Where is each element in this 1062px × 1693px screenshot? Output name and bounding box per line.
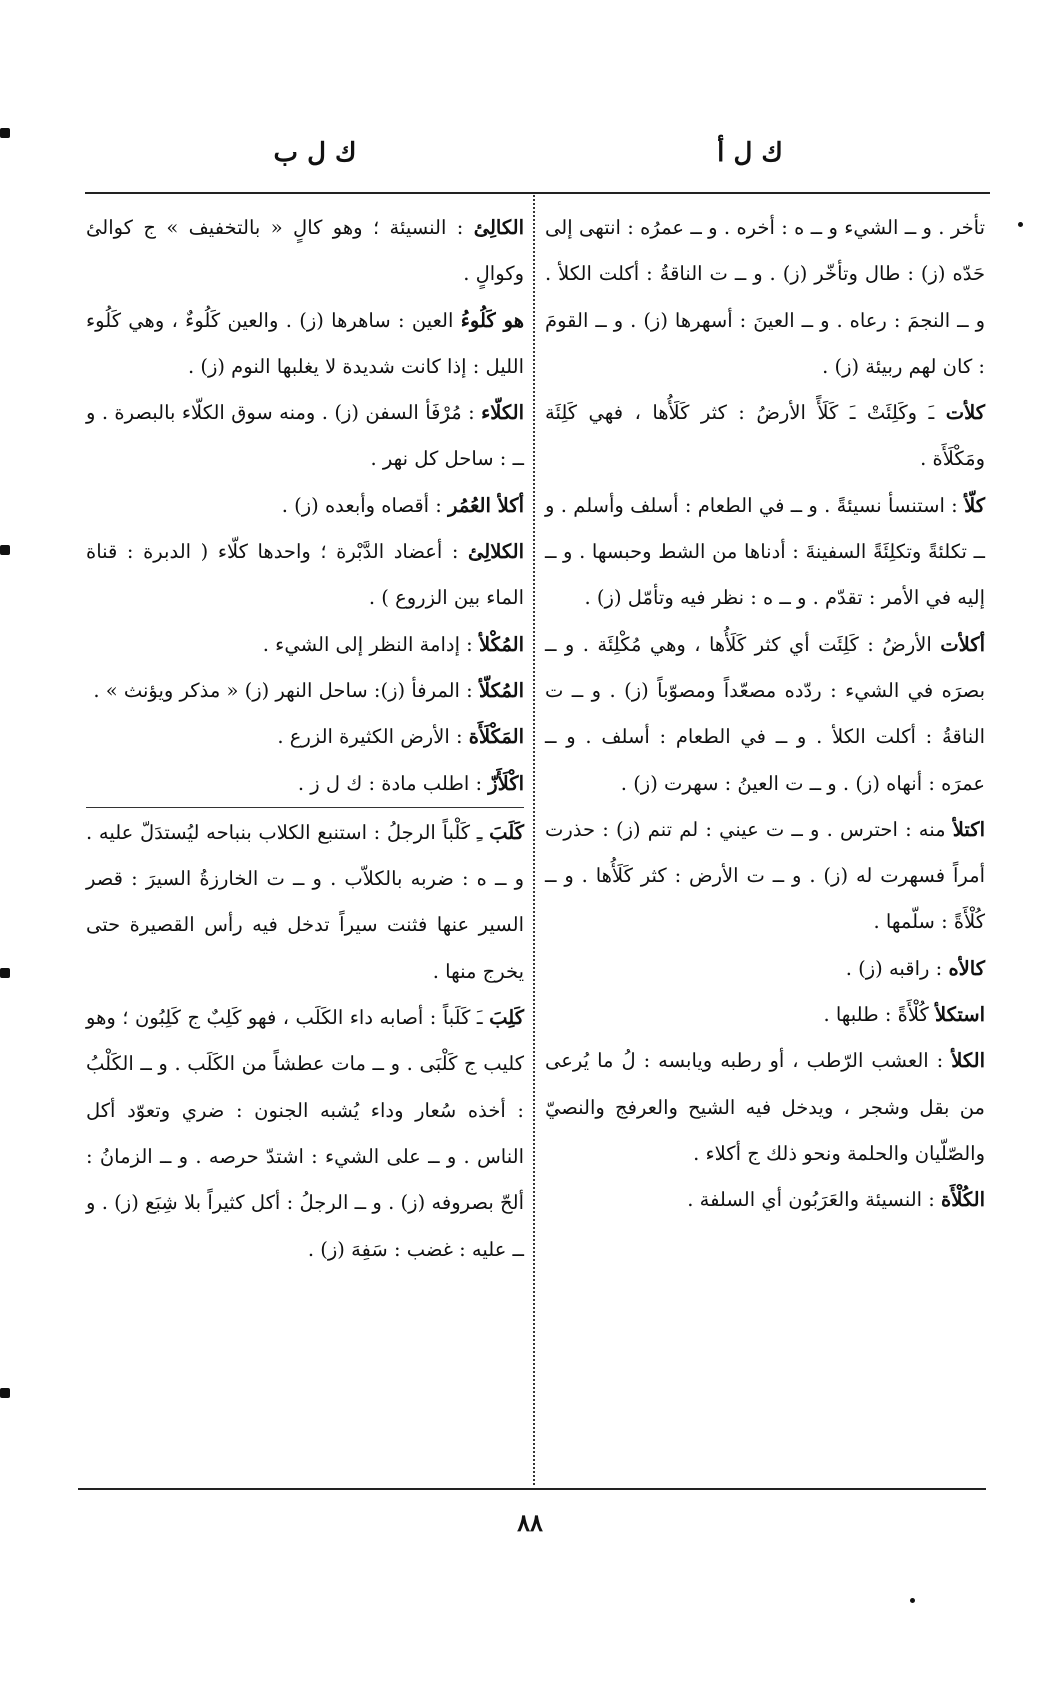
footer-rule <box>78 1488 986 1490</box>
column-divider <box>533 195 535 1485</box>
entry-headword: كلّأ <box>964 493 985 517</box>
entry-headword: المُكلّأ <box>478 678 524 702</box>
entry-definition: تأخر . و ــ الشيء و ــ ه : أخره . و ــ عمرُه : انتهى إلى حَدّه (ز) : طال وتأخّر (ز) . و ــ ت الناقةُ : أكلت الكلأ . و ــ النجمَ : رعاه . و ــ العينَ : أسهرها (ز) . و ــ القومَ : كان لهم ربيئة (ز) . <box>545 216 985 378</box>
entry-definition: : اطلب مادة : ك ل ز . <box>297 771 489 795</box>
dictionary-entry <box>545 205 985 390</box>
right-column <box>545 205 985 1224</box>
dictionary-entry <box>86 995 524 1273</box>
entry-definition: الأرضُ : كَلِئَت أي كثر كَلَأُها ، وهي مُكْلِئَة . و ــ بصرَه في الشيء : ردّده مصعّداً ومصوّباً (ز) . و ــ ت الناقةُ : أكلت الكلأ . و ــ في الطعام : أسلف . و ــ عمرَه : أنهاه (ز) . و ــ ت العينُ : سهرت (ز) . <box>545 632 985 795</box>
header-root-left: ك ل ب <box>273 138 357 168</box>
entry-definition: : أعضاد الدَّبْرة ؛ واحدها كلّاء ( الدبرة : قناة الماء بين الزروع ) . <box>86 540 524 610</box>
left-column <box>86 205 524 1273</box>
page-number: ٨٨ <box>517 1508 543 1537</box>
dictionary-entry <box>86 761 524 807</box>
entry-definition: منه : احترس . و ــ ت عيني : لم تنم (ز) : حذرت أمراً فسهرت له (ز) . و ــ ت الأرض : كثر كَلَأُها . و ــ كُلْأَةً : سلّمها . <box>545 817 985 934</box>
entry-headword: المَكْلَأَة <box>468 725 524 749</box>
entry-definition: : الأرض الكثيرة الزرع . <box>277 725 469 749</box>
entry-definition: : أقصاه وأبعده (ز) . <box>281 493 449 517</box>
entry-definition: كُلْأَةً : طلبها . <box>823 1003 935 1027</box>
dictionary-entry <box>545 622 985 807</box>
entry-definition: : المرفأ (ز): ساحل النهر (ز) « مذكر ويؤنث » . <box>93 678 479 702</box>
header-root-right: ك ل أ <box>717 138 783 168</box>
entry-headword: كالأه <box>948 956 985 980</box>
dictionary-entry <box>86 714 524 760</box>
entry-headword: الكالِئ <box>473 216 524 239</box>
dictionary-entry <box>86 390 524 483</box>
entry-headword: كَلِبَ <box>489 1006 524 1030</box>
dictionary-entry <box>545 483 985 622</box>
dictionary-entry <box>86 668 524 714</box>
dictionary-entry <box>86 807 524 995</box>
entry-definition: : راقبه (ز) . <box>845 956 949 980</box>
entry-headword: الكلّاء <box>481 401 524 425</box>
entry-headword: كلأت <box>945 401 985 425</box>
dictionary-entry <box>545 390 985 483</box>
scan-dot <box>910 1598 915 1603</box>
dictionary-entry <box>86 298 524 391</box>
entry-headword: كَلَبَ <box>489 820 524 844</box>
entry-definition: : النسيئة والعَرَبُون أي السلفة . <box>687 1188 942 1212</box>
dictionary-entry <box>86 622 524 668</box>
scan-mark <box>0 1388 10 1398</box>
entry-definition: : العشب الرّطب ، أو رطبه ويابسه : لُ ما يُرعى من بقل وشجر ، ويدخل فيه الشيح والعرفج والنصيّ والصّلّيان والحلمة ونحو ذلك ج أكلاء . <box>545 1049 985 1165</box>
dictionary-entry <box>545 992 985 1038</box>
dictionary-entry <box>86 205 524 298</box>
dictionary-entry <box>545 807 985 946</box>
header-rule <box>85 192 990 194</box>
entry-headword: اكتلأ <box>952 817 985 841</box>
dictionary-entry <box>545 1038 985 1177</box>
dictionary-entry <box>86 529 524 622</box>
entry-headword: هو كَلُوءُ <box>460 308 524 332</box>
entry-definition: العين : ساهرها (ز) . والعين كَلُوءٌ ، وهي كَلُوء الليل : إذا كانت شديدة لا يغلبها النوم (ز) . <box>86 308 524 378</box>
entry-headword: اكْلَأَزّ <box>488 771 524 795</box>
dictionary-entry <box>86 483 524 529</box>
entry-definition: : النسيئة ؛ وهو كالٍ « بالتخفيف » ج كوالئ وكوالٍ . <box>86 216 524 286</box>
scan-mark <box>0 968 10 978</box>
entry-headword: الكلأ <box>951 1049 985 1073</box>
dictionary-entry <box>545 1177 985 1223</box>
entry-definition: ـِ كَلْباً الرجلُ : استنبع الكلاب بنباحه ليُستدَلّ عليه . و ــ ه : ضربه بالكلاّب . و ــ ت الخارزةُ السيرَ : قصر السير عنها فثنت سيراً تدخل فيه رأس القصيرة حتى يخرج منها . <box>86 820 524 983</box>
entry-definition: : استنسأ نسيئةً . و ــ في الطعام : أسلف وأسلم . و ــ تكلئةً وتكلِئَةً السفينةَ : أدناها من الشط وحبسها . و ــ إليه في الأمر : تقدّم . و ــ ه : نظر فيه وتأمّل (ز) . <box>545 493 985 610</box>
entry-headword: أكلأ العُمُر <box>448 493 524 517</box>
entry-headword: استكلأ <box>934 1003 985 1027</box>
dictionary-entry <box>545 946 985 992</box>
entry-definition: : إدامة النظر إلى الشيء . <box>262 632 479 656</box>
scan-mark <box>0 545 10 555</box>
entry-definition: : مُرْفَأ السفن (ز) . ومنه سوق الكلّاء بالبصرة . و ــ : ساحل كل نهر . <box>86 401 524 471</box>
entry-definition: ـَ كَلَباً : أصابه داء الكَلَب ، فهو كَلِبٌ ج كَلِبُون ؛ وهو كليب ج كَلْبَى . و ــ مات عطشاً من الكَلَب . و ــ الكَلْبُ : أخذه سُعار وداء يُشبه الجنون : ضري وتعوّد أكل الناس . و ــ على الشيء : اشتدّ حرصه . و ــ الزمانُ : ألحّ بصروفه (ز) . و ــ الرجلُ : أكل كثيراً بلا شِبَع (ز) . و ــ عليه : غضب : سَفِهَ (ز) . <box>86 1006 524 1261</box>
entry-headword: أكلأت <box>940 632 985 656</box>
scan-dot <box>1018 222 1023 227</box>
entry-headword: الكلالِئ <box>468 540 524 564</box>
entry-headword: المُكْلأ <box>478 632 524 656</box>
entry-definition: ـَ وكَلِئَتْ ـَ كَلَأً الأرضُ : كثر كَلَأُها ، فهي كَلِئَة ومَكْلَأَة . <box>545 401 985 471</box>
entry-headword: الكُلْأَة <box>941 1188 985 1212</box>
scan-mark <box>0 128 10 138</box>
